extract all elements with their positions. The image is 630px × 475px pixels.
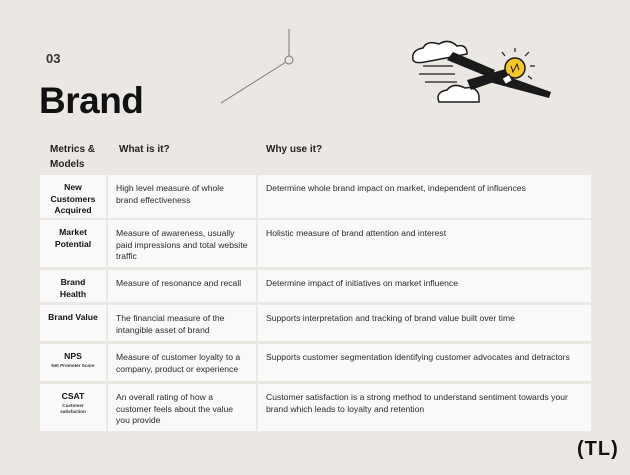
- why-cell: Supports interpretation and tracking of brand value built over time: [258, 305, 591, 341]
- what-cell: The financial measure of the intangible asset of brand: [108, 305, 256, 341]
- table-row: [40, 344, 591, 381]
- what-cell: An overall rating of how a customer feels about the value you provide: [108, 384, 256, 431]
- header-metrics: Metrics & Models: [50, 144, 96, 170]
- metric-cell: [40, 344, 106, 381]
- table-row: [40, 220, 591, 267]
- metric-subtitle: Customer satisfaction: [60, 402, 86, 414]
- metric-name: Brand Health: [59, 277, 87, 299]
- metric-cell: [40, 305, 106, 341]
- why-cell: Determine impact of initiatives on market influence: [258, 270, 591, 302]
- what-cell: Measure of awareness, usually paid impressions and total website traffic: [108, 220, 256, 267]
- table-row: [40, 175, 591, 218]
- what-cell: Measure of resonance and recall: [108, 270, 256, 302]
- section-number: 03: [46, 51, 61, 66]
- metric-cell: [40, 384, 106, 431]
- metric-cell: [40, 220, 106, 267]
- metric-name: New Customers Acquired: [50, 182, 96, 215]
- metric-subtitle: Net Promoter Score: [51, 362, 95, 368]
- clock-hands-illustration: [215, 25, 305, 110]
- metric-cell: [40, 270, 106, 302]
- metric-name: Market Potential: [54, 227, 92, 249]
- lightbulb-airplane-illustration: [405, 38, 555, 128]
- metric-name: NPS: [64, 351, 82, 361]
- why-cell: Determine whole brand impact on market, independent of influences: [258, 175, 591, 218]
- why-cell: Holistic measure of brand attention and interest: [258, 220, 591, 267]
- metric-cell: [40, 175, 106, 218]
- table-row: [40, 305, 591, 341]
- what-cell: Measure of customer loyalty to a company, product or experience: [108, 344, 256, 381]
- table-row: [40, 384, 591, 431]
- brand-logo: (TL): [577, 438, 619, 460]
- page-title: Brand: [39, 80, 144, 121]
- header-why: Why use it?: [266, 144, 323, 155]
- metric-name: Brand Value: [48, 312, 98, 322]
- metric-name: CSAT: [61, 391, 85, 401]
- what-cell: High level measure of whole brand effectiveness: [108, 175, 256, 218]
- table-header: [40, 142, 590, 172]
- why-cell: Supports customer segmentation identifying customer advocates and detractors: [258, 344, 591, 381]
- header-what: What is it?: [119, 144, 170, 155]
- why-cell: Customer satisfaction is a strong method to understand sentiment towards your brand which leads to loyalty and retention: [258, 384, 591, 431]
- table-row: [40, 270, 591, 302]
